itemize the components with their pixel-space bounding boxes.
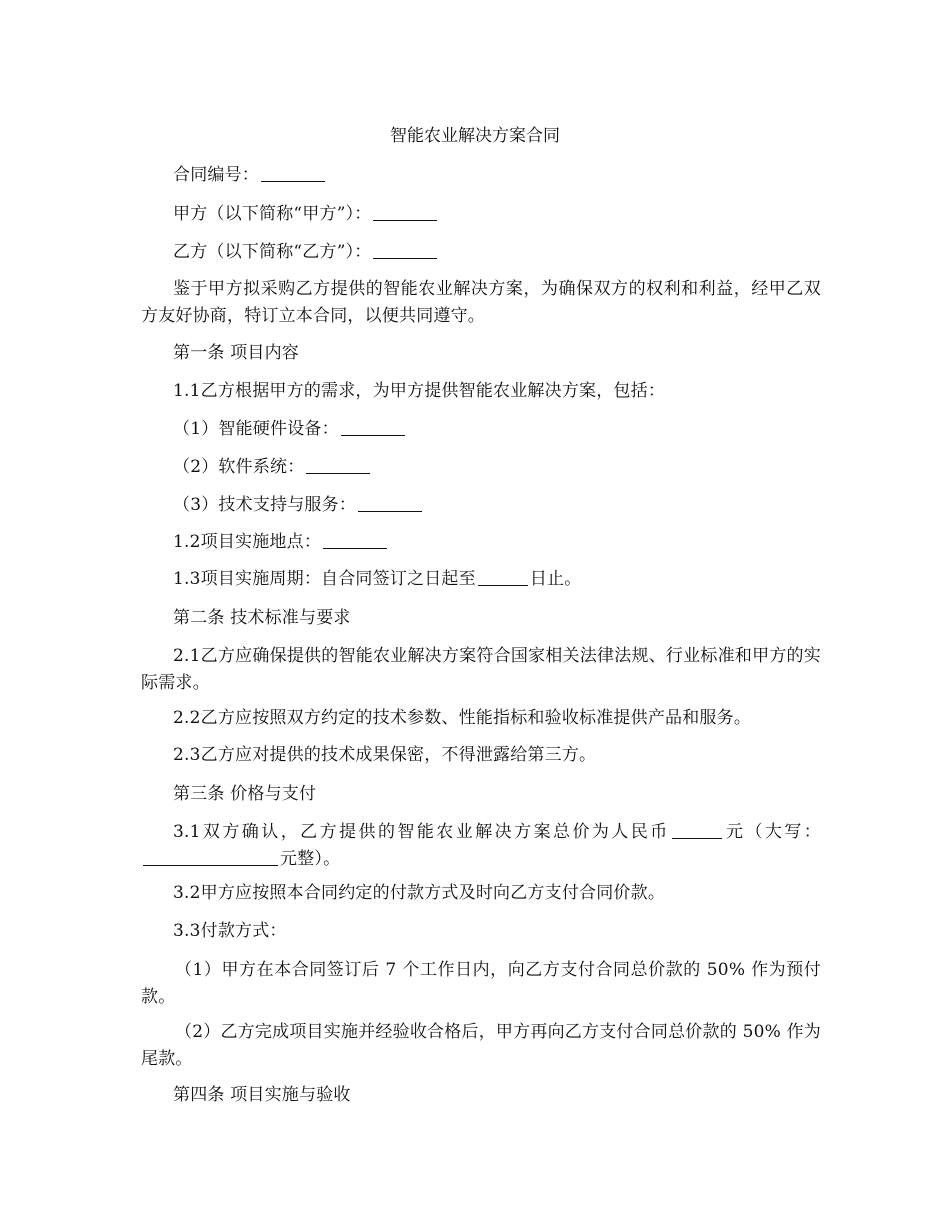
item-hardware-label: （1）智能硬件设备： [173, 419, 339, 439]
item-support-blank[interactable] [358, 493, 422, 512]
clause-3-1-prefix: 3.1双方确认，乙方提供的智能农业解决方案总价为人民币 [173, 822, 670, 842]
party-a-blank[interactable] [373, 202, 437, 221]
clause-3-1 [141, 819, 821, 873]
clause-2-3: 2.3乙方应对提供的技术成果保密，不得泄露给第三方。 [173, 745, 597, 765]
party-a-line [141, 201, 821, 228]
payment-term-1: （1）甲方在本合同签订后 7 个工作日内，向乙方支付合同总价款的 50% 作为预付款。 [141, 960, 821, 1007]
clause-1-3-prefix: 1.3项目实施周期：自合同签订之日起至 [173, 569, 476, 589]
clause-3-1-suffix: 元整）。 [280, 849, 341, 869]
clause-3-2: 3.2甲方应按照本合同约定的付款方式及时向乙方支付合同价款。 [173, 883, 666, 903]
price-number-blank[interactable] [672, 820, 722, 839]
article-4-heading: 第四条 项目实施与验收 [173, 1085, 351, 1105]
location-blank[interactable] [323, 530, 387, 549]
clause-2-2: 2.2乙方应按照双方约定的技术参数、性能指标和验收标准提供产品和服务。 [173, 708, 752, 728]
price-words-blank[interactable] [143, 847, 278, 866]
party-b-line [141, 239, 821, 266]
clause-1-3 [141, 566, 821, 593]
item-hardware-blank[interactable] [341, 417, 405, 436]
clause-1-2 [141, 529, 821, 556]
article-2-heading: 第二条 技术标准与要求 [173, 608, 351, 628]
article-3-heading: 第三条 价格与支付 [173, 784, 317, 804]
article-1-heading: 第一条 项目内容 [173, 343, 300, 363]
party-b-label: 乙方（以下简称“乙方”）： [173, 242, 372, 262]
document-title: 智能农业解决方案合同 [390, 126, 560, 146]
clause-1-1: 1.1乙方根据甲方的需求，为甲方提供智能农业解决方案，包括： [173, 381, 666, 401]
contract-number-blank[interactable] [261, 163, 325, 182]
party-a-label: 甲方（以下简称“甲方”）： [173, 204, 372, 224]
item-support-label: （3）技术支持与服务： [173, 495, 357, 515]
preamble-paragraph: 鉴于甲方拟采购乙方提供的智能农业解决方案，为确保双方的权利和利益，经甲乙双方友好协商，特订立本合同，以便共同遵守。 [141, 279, 821, 326]
contract-number-line [141, 162, 821, 189]
item-software-label: （2）软件系统： [173, 457, 305, 477]
contract-number-label: 合同编号： [173, 165, 259, 185]
clause-1-3-suffix: 日止。 [529, 569, 582, 589]
clause-1-2-label: 1.2项目实施地点： [173, 532, 322, 552]
payment-term-2: （2）乙方完成项目实施并经验收合格后，甲方再向乙方支付合同总价款的 50% 作为尾款。 [141, 1022, 821, 1069]
clause-3-3: 3.3付款方式： [173, 921, 287, 941]
clause-3-1-mid: 元（大写： [723, 822, 822, 842]
end-date-blank[interactable] [478, 567, 528, 586]
item-support-line [141, 492, 821, 519]
item-software-blank[interactable] [306, 455, 370, 474]
clause-2-1: 2.1乙方应确保提供的智能农业解决方案符合国家相关法律法规、行业标准和甲方的实际需求。 [141, 646, 821, 693]
item-hardware-line [141, 416, 821, 443]
item-software-line [141, 454, 821, 481]
party-b-blank[interactable] [373, 240, 437, 259]
